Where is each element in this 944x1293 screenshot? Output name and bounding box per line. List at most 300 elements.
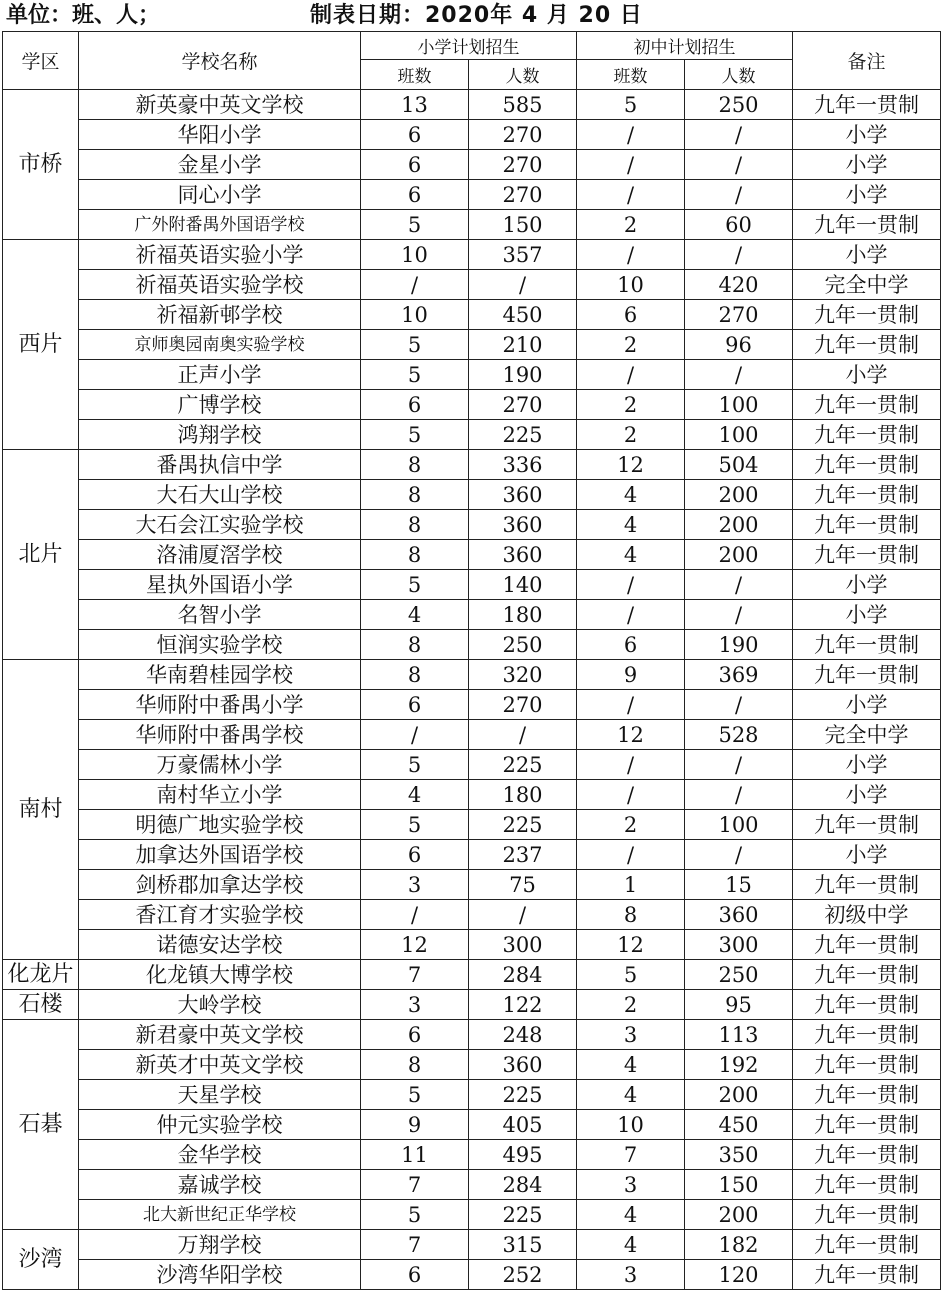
school-name-cell: 正声小学	[79, 360, 361, 390]
primary-students-cell: 360	[469, 540, 577, 570]
primary-students-cell: 237	[469, 840, 577, 870]
primary-classes-cell: 8	[361, 1050, 469, 1080]
primary-students-cell: 190	[469, 360, 577, 390]
note-cell: 九年一贯制	[793, 420, 941, 450]
note-cell: 九年一贯制	[793, 540, 941, 570]
junior-classes-cell: 2	[577, 810, 685, 840]
school-name-cell: 洛浦厦滘学校	[79, 540, 361, 570]
school-name-cell: 新英才中英文学校	[79, 1050, 361, 1080]
table-row	[3, 510, 941, 540]
primary-students-cell: 360	[469, 1050, 577, 1080]
school-name-cell: 广外附番禺外国语学校	[79, 210, 361, 240]
junior-students-cell: 200	[685, 1080, 793, 1110]
school-name-cell: 仲元实验学校	[79, 1110, 361, 1140]
note-cell: 九年一贯制	[793, 810, 941, 840]
junior-students-cell: 270	[685, 300, 793, 330]
junior-classes-cell: /	[577, 570, 685, 600]
district-cell: 石楼	[3, 990, 79, 1020]
primary-classes-cell: 6	[361, 690, 469, 720]
table-row	[3, 660, 941, 690]
junior-students-cell: 60	[685, 210, 793, 240]
table-row	[3, 450, 941, 480]
primary-classes-cell: 12	[361, 930, 469, 960]
junior-classes-cell: 3	[577, 1020, 685, 1050]
school-name-cell: 华师附中番禺小学	[79, 690, 361, 720]
enrollment-table	[2, 31, 941, 1290]
primary-classes-cell: 11	[361, 1140, 469, 1170]
note-cell: 九年一贯制	[793, 1200, 941, 1230]
primary-classes-cell: 10	[361, 240, 469, 270]
primary-students-cell: 180	[469, 780, 577, 810]
junior-classes-cell: /	[577, 240, 685, 270]
junior-students-cell: 450	[685, 1110, 793, 1140]
junior-classes-cell: 12	[577, 720, 685, 750]
unit-note: 单位：班、人；	[6, 3, 161, 28]
table-row	[3, 870, 941, 900]
school-name-cell: 华师附中番禺学校	[79, 720, 361, 750]
junior-students-cell: 250	[685, 960, 793, 990]
header-primary-classes: 班数	[361, 60, 469, 90]
table-row	[3, 840, 941, 870]
note-cell: 完全中学	[793, 720, 941, 750]
note-cell: 九年一贯制	[793, 990, 941, 1020]
primary-classes-cell: 6	[361, 840, 469, 870]
table-row	[3, 930, 941, 960]
note-cell: 小学	[793, 780, 941, 810]
header-note: 备注	[793, 32, 941, 90]
junior-classes-cell: 9	[577, 660, 685, 690]
primary-classes-cell: 8	[361, 510, 469, 540]
school-name-cell: 华南碧桂园学校	[79, 660, 361, 690]
primary-classes-cell: 4	[361, 780, 469, 810]
junior-students-cell: 200	[685, 1200, 793, 1230]
table-row	[3, 690, 941, 720]
primary-students-cell: 360	[469, 480, 577, 510]
primary-students-cell: 284	[469, 960, 577, 990]
junior-students-cell: 95	[685, 990, 793, 1020]
table-row	[3, 1020, 941, 1050]
table-row	[3, 960, 941, 990]
primary-students-cell: 225	[469, 1080, 577, 1110]
primary-students-cell: 140	[469, 570, 577, 600]
note-cell: 九年一贯制	[793, 390, 941, 420]
district-cell: 南村	[3, 660, 79, 960]
school-name-cell: 大岭学校	[79, 990, 361, 1020]
header-junior-students: 人数	[685, 60, 793, 90]
junior-students-cell: 369	[685, 660, 793, 690]
junior-students-cell: /	[685, 120, 793, 150]
note-cell: 九年一贯制	[793, 1020, 941, 1050]
primary-students-cell: 150	[469, 210, 577, 240]
table-row	[3, 570, 941, 600]
school-name-cell: 加拿达外国语学校	[79, 840, 361, 870]
header-junior-classes: 班数	[577, 60, 685, 90]
primary-classes-cell: 5	[361, 1200, 469, 1230]
note-cell: 九年一贯制	[793, 660, 941, 690]
district-cell: 市桥	[3, 90, 79, 240]
junior-students-cell: 100	[685, 810, 793, 840]
note-cell: 九年一贯制	[793, 870, 941, 900]
junior-classes-cell: /	[577, 180, 685, 210]
table-row	[3, 90, 941, 120]
junior-classes-cell: 5	[577, 90, 685, 120]
junior-classes-cell: 4	[577, 1050, 685, 1080]
table-caption	[0, 0, 944, 32]
table-row	[3, 1200, 941, 1230]
junior-classes-cell: /	[577, 840, 685, 870]
note-cell: 初级中学	[793, 900, 941, 930]
table-row	[3, 1170, 941, 1200]
table-row	[3, 480, 941, 510]
primary-students-cell: /	[469, 900, 577, 930]
school-name-cell: 番禺执信中学	[79, 450, 361, 480]
primary-students-cell: 360	[469, 510, 577, 540]
school-name-cell: 祈福英语实验小学	[79, 240, 361, 270]
junior-classes-cell: 12	[577, 450, 685, 480]
primary-classes-cell: 4	[361, 600, 469, 630]
junior-classes-cell: 5	[577, 960, 685, 990]
junior-students-cell: /	[685, 750, 793, 780]
school-name-cell: 恒润实验学校	[79, 630, 361, 660]
junior-classes-cell: 2	[577, 210, 685, 240]
primary-students-cell: 225	[469, 810, 577, 840]
junior-students-cell: /	[685, 240, 793, 270]
note-cell: 九年一贯制	[793, 630, 941, 660]
school-name-cell: 剑桥郡加拿达学校	[79, 870, 361, 900]
note-cell: 九年一贯制	[793, 330, 941, 360]
table-row	[3, 990, 941, 1020]
junior-students-cell: 192	[685, 1050, 793, 1080]
table-row	[3, 240, 941, 270]
note-cell: 九年一贯制	[793, 510, 941, 540]
note-cell: 九年一贯制	[793, 1170, 941, 1200]
junior-classes-cell: /	[577, 360, 685, 390]
table-row	[3, 810, 941, 840]
table-row	[3, 1230, 941, 1260]
primary-classes-cell: 10	[361, 300, 469, 330]
primary-students-cell: 336	[469, 450, 577, 480]
primary-classes-cell: 6	[361, 1020, 469, 1050]
primary-classes-cell: 13	[361, 90, 469, 120]
primary-classes-cell: 8	[361, 540, 469, 570]
junior-classes-cell: 6	[577, 630, 685, 660]
table-row	[3, 720, 941, 750]
table-row	[3, 420, 941, 450]
district-cell: 西片	[3, 240, 79, 450]
junior-classes-cell: /	[577, 780, 685, 810]
junior-classes-cell: 4	[577, 540, 685, 570]
junior-students-cell: 113	[685, 1020, 793, 1050]
note-cell: 九年一贯制	[793, 480, 941, 510]
school-name-cell: 香江育才实验学校	[79, 900, 361, 930]
primary-classes-cell: 5	[361, 810, 469, 840]
junior-students-cell: 120	[685, 1260, 793, 1290]
school-name-cell: 大石会江实验学校	[79, 510, 361, 540]
note-cell: 小学	[793, 120, 941, 150]
junior-students-cell: 100	[685, 420, 793, 450]
table-row	[3, 390, 941, 420]
primary-classes-cell: 5	[361, 360, 469, 390]
primary-classes-cell: 5	[361, 420, 469, 450]
school-name-cell: 名智小学	[79, 600, 361, 630]
note-cell: 小学	[793, 600, 941, 630]
district-cell: 北片	[3, 450, 79, 660]
school-name-cell: 南村华立小学	[79, 780, 361, 810]
district-cell: 石碁	[3, 1020, 79, 1230]
note-cell: 小学	[793, 150, 941, 180]
junior-classes-cell: 10	[577, 270, 685, 300]
primary-classes-cell: 5	[361, 330, 469, 360]
primary-classes-cell: 7	[361, 1230, 469, 1260]
note-cell: 九年一贯制	[793, 1050, 941, 1080]
junior-students-cell: 360	[685, 900, 793, 930]
school-name-cell: 天星学校	[79, 1080, 361, 1110]
primary-students-cell: 248	[469, 1020, 577, 1050]
junior-students-cell: /	[685, 570, 793, 600]
junior-classes-cell: 8	[577, 900, 685, 930]
primary-classes-cell: 6	[361, 390, 469, 420]
junior-students-cell: 100	[685, 390, 793, 420]
school-name-cell: 金星小学	[79, 150, 361, 180]
junior-students-cell: 200	[685, 540, 793, 570]
table-row	[3, 270, 941, 300]
primary-classes-cell: 6	[361, 120, 469, 150]
junior-students-cell: 300	[685, 930, 793, 960]
school-name-cell: 嘉诚学校	[79, 1170, 361, 1200]
primary-students-cell: 270	[469, 120, 577, 150]
school-name-cell: 京师奥园南奥实验学校	[79, 330, 361, 360]
primary-students-cell: 495	[469, 1140, 577, 1170]
note-cell: 九年一贯制	[793, 1080, 941, 1110]
primary-classes-cell: /	[361, 270, 469, 300]
note-cell: 九年一贯制	[793, 1110, 941, 1140]
note-cell: 九年一贯制	[793, 1260, 941, 1290]
junior-classes-cell: /	[577, 690, 685, 720]
header-junior: 初中计划招生	[577, 32, 793, 60]
note-cell: 九年一贯制	[793, 210, 941, 240]
table-row	[3, 1260, 941, 1290]
primary-students-cell: 225	[469, 420, 577, 450]
primary-classes-cell: /	[361, 720, 469, 750]
note-cell: 九年一贯制	[793, 450, 941, 480]
junior-classes-cell: /	[577, 750, 685, 780]
note-cell: 九年一贯制	[793, 960, 941, 990]
junior-classes-cell: 6	[577, 300, 685, 330]
junior-classes-cell: 10	[577, 1110, 685, 1140]
junior-students-cell: /	[685, 690, 793, 720]
junior-classes-cell: 3	[577, 1260, 685, 1290]
district-cell: 沙湾	[3, 1230, 79, 1290]
table-row	[3, 630, 941, 660]
junior-classes-cell: 1	[577, 870, 685, 900]
table-row	[3, 210, 941, 240]
junior-students-cell: 528	[685, 720, 793, 750]
junior-students-cell: /	[685, 150, 793, 180]
school-name-cell: 新英豪中英文学校	[79, 90, 361, 120]
primary-students-cell: 270	[469, 690, 577, 720]
junior-classes-cell: 2	[577, 990, 685, 1020]
school-name-cell: 沙湾华阳学校	[79, 1260, 361, 1290]
junior-classes-cell: 12	[577, 930, 685, 960]
junior-classes-cell: 4	[577, 1080, 685, 1110]
junior-classes-cell: /	[577, 120, 685, 150]
note-cell: 完全中学	[793, 270, 941, 300]
table-header	[3, 32, 941, 90]
junior-students-cell: /	[685, 360, 793, 390]
junior-students-cell: 200	[685, 480, 793, 510]
junior-classes-cell: 7	[577, 1140, 685, 1170]
date-note: 制表日期：2020年 4 月 20 日	[310, 3, 643, 28]
junior-classes-cell: 2	[577, 390, 685, 420]
district-cell: 化龙片	[3, 960, 79, 990]
table-row	[3, 1110, 941, 1140]
junior-classes-cell: 2	[577, 420, 685, 450]
table-row	[3, 180, 941, 210]
school-name-cell: 北大新世纪正华学校	[79, 1200, 361, 1230]
note-cell: 小学	[793, 240, 941, 270]
junior-students-cell: 350	[685, 1140, 793, 1170]
junior-students-cell: 420	[685, 270, 793, 300]
primary-students-cell: 270	[469, 150, 577, 180]
table-row	[3, 300, 941, 330]
junior-classes-cell: /	[577, 600, 685, 630]
note-cell: 小学	[793, 750, 941, 780]
school-name-cell: 同心小学	[79, 180, 361, 210]
note-cell: 九年一贯制	[793, 930, 941, 960]
junior-classes-cell: 3	[577, 1170, 685, 1200]
primary-students-cell: 284	[469, 1170, 577, 1200]
table-row	[3, 1050, 941, 1080]
header-primary: 小学计划招生	[361, 32, 577, 60]
table-row	[3, 900, 941, 930]
table-row	[3, 120, 941, 150]
junior-classes-cell: 4	[577, 510, 685, 540]
junior-classes-cell: 2	[577, 330, 685, 360]
junior-students-cell: 15	[685, 870, 793, 900]
header-school: 学校名称	[79, 32, 361, 90]
primary-students-cell: 252	[469, 1260, 577, 1290]
junior-students-cell: 150	[685, 1170, 793, 1200]
table-row	[3, 150, 941, 180]
primary-students-cell: 122	[469, 990, 577, 1020]
junior-students-cell: 190	[685, 630, 793, 660]
primary-classes-cell: 7	[361, 1170, 469, 1200]
junior-students-cell: 182	[685, 1230, 793, 1260]
junior-classes-cell: 4	[577, 480, 685, 510]
school-name-cell: 万豪儒林小学	[79, 750, 361, 780]
primary-students-cell: 225	[469, 750, 577, 780]
note-cell: 小学	[793, 840, 941, 870]
note-cell: 小学	[793, 570, 941, 600]
note-cell: 九年一贯制	[793, 1230, 941, 1260]
primary-classes-cell: 7	[361, 960, 469, 990]
school-name-cell: 大石大山学校	[79, 480, 361, 510]
primary-classes-cell: 3	[361, 870, 469, 900]
primary-classes-cell: 6	[361, 1260, 469, 1290]
primary-classes-cell: 5	[361, 210, 469, 240]
primary-classes-cell: 6	[361, 180, 469, 210]
primary-classes-cell: 8	[361, 480, 469, 510]
note-cell: 九年一贯制	[793, 90, 941, 120]
table-row	[3, 750, 941, 780]
table-row	[3, 330, 941, 360]
primary-students-cell: 315	[469, 1230, 577, 1260]
junior-students-cell: /	[685, 780, 793, 810]
primary-classes-cell: 5	[361, 570, 469, 600]
primary-students-cell: 357	[469, 240, 577, 270]
school-name-cell: 明德广地实验学校	[79, 810, 361, 840]
school-name-cell: 万翔学校	[79, 1230, 361, 1260]
primary-classes-cell: 8	[361, 630, 469, 660]
header-district: 学区	[3, 32, 79, 90]
table-row	[3, 540, 941, 570]
primary-classes-cell: 8	[361, 450, 469, 480]
junior-students-cell: /	[685, 180, 793, 210]
junior-students-cell: 96	[685, 330, 793, 360]
table-row	[3, 360, 941, 390]
table-row	[3, 1140, 941, 1170]
primary-students-cell: 300	[469, 930, 577, 960]
primary-students-cell: 75	[469, 870, 577, 900]
junior-classes-cell: /	[577, 150, 685, 180]
primary-students-cell: 210	[469, 330, 577, 360]
junior-classes-cell: 4	[577, 1200, 685, 1230]
primary-students-cell: 320	[469, 660, 577, 690]
junior-classes-cell: 4	[577, 1230, 685, 1260]
junior-students-cell: 504	[685, 450, 793, 480]
primary-students-cell: 180	[469, 600, 577, 630]
primary-students-cell: 250	[469, 630, 577, 660]
primary-classes-cell: /	[361, 900, 469, 930]
primary-students-cell: 225	[469, 1200, 577, 1230]
primary-students-cell: /	[469, 720, 577, 750]
table-row	[3, 780, 941, 810]
primary-students-cell: 450	[469, 300, 577, 330]
primary-students-cell: /	[469, 270, 577, 300]
note-cell: 小学	[793, 360, 941, 390]
junior-students-cell: /	[685, 600, 793, 630]
school-name-cell: 诺德安达学校	[79, 930, 361, 960]
note-cell: 小学	[793, 690, 941, 720]
primary-classes-cell: 3	[361, 990, 469, 1020]
primary-classes-cell: 9	[361, 1110, 469, 1140]
school-name-cell: 金华学校	[79, 1140, 361, 1170]
school-name-cell: 祈福新邨学校	[79, 300, 361, 330]
junior-students-cell: 200	[685, 510, 793, 540]
primary-classes-cell: 5	[361, 1080, 469, 1110]
table-row	[3, 600, 941, 630]
note-cell: 九年一贯制	[793, 300, 941, 330]
school-name-cell: 祈福英语实验学校	[79, 270, 361, 300]
primary-classes-cell: 6	[361, 150, 469, 180]
school-name-cell: 新君豪中英文学校	[79, 1020, 361, 1050]
header-primary-students: 人数	[469, 60, 577, 90]
primary-classes-cell: 8	[361, 660, 469, 690]
primary-students-cell: 270	[469, 180, 577, 210]
school-name-cell: 华阳小学	[79, 120, 361, 150]
note-cell: 九年一贯制	[793, 1140, 941, 1170]
primary-students-cell: 585	[469, 90, 577, 120]
note-cell: 小学	[793, 180, 941, 210]
table-body	[3, 90, 941, 1290]
school-name-cell: 鸿翔学校	[79, 420, 361, 450]
school-name-cell: 广博学校	[79, 390, 361, 420]
table-row	[3, 1080, 941, 1110]
school-name-cell: 星执外国语小学	[79, 570, 361, 600]
primary-students-cell: 270	[469, 390, 577, 420]
junior-students-cell: 250	[685, 90, 793, 120]
primary-students-cell: 405	[469, 1110, 577, 1140]
